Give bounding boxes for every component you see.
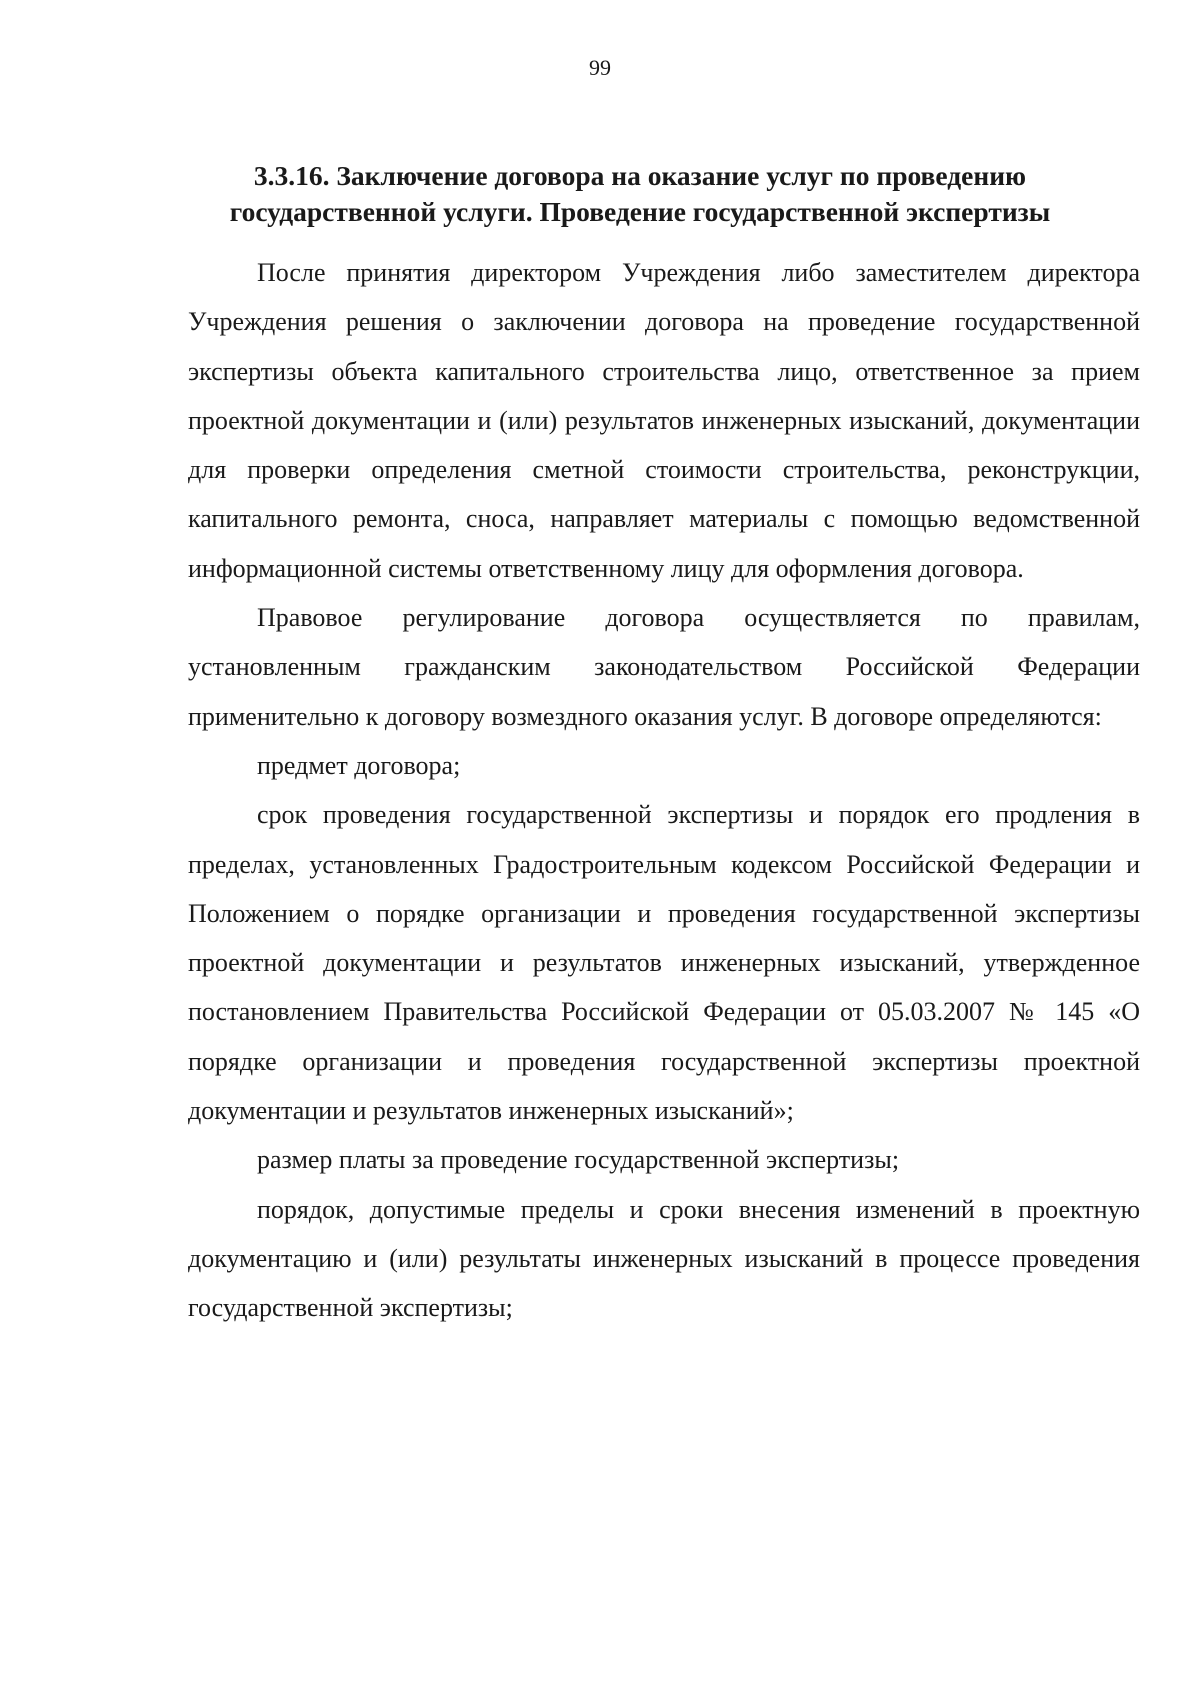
document-body xyxy=(188,248,1140,1333)
list-item-contract-subject: предмет договора; xyxy=(257,750,461,780)
paragraph-contract-preparation: После принятия директором Учреждения либо заместителем директора Учреждения решения о заключении договора на проведение государственной экспертизы объекта капитального строительства лицо, ответственное за прием проектной документации и (или) результатов инженерных изысканий, документации для проверки определения сметной стоимости строительства, реконструкции, капитального ремонта, сноса, направляет материалы с помощью ведомственной информационной системы ответственному лицу для оформления договора. xyxy=(188,258,1140,583)
list-item-fee-amount: размер платы за проведение государственной экспертизы; xyxy=(257,1145,900,1175)
list-item-expertise-term: срок проведения государственной экспертизы и порядок его продления в пределах, установленных Градостроительным кодексом Российской Федерации и Положением о порядке организации и проведения государственной экспертизы проектной документации и результатов инженерных изысканий, утвержденное постановлением Правительства Российской Федерации от 05.03.2007 № 145 «О порядке организации и проведения государственной экспертизы проектной документации и результатов инженерных изысканий»; xyxy=(188,800,1140,1126)
section-heading-line-2: государственной услуги. Проведение государственной экспертизы xyxy=(229,196,1051,227)
section-heading-line-1: 3.3.16. Заключение договора на оказание услуг по проведению xyxy=(253,160,1027,191)
page-number: 99 xyxy=(589,55,611,80)
paragraph-legal-regulation: Правовое регулирование договора осуществляется по правилам, установленным гражданским законодательством Российской Федерации применительно к договору возмездного оказания услуг. В договоре определяются: xyxy=(188,603,1140,731)
section-heading xyxy=(200,158,1080,230)
list-item-change-procedure: порядок, допустимые пределы и сроки внесения изменений в проектную документацию и (или) результаты инженерных изысканий в процессе проведения государственной экспертизы; xyxy=(188,1194,1140,1323)
